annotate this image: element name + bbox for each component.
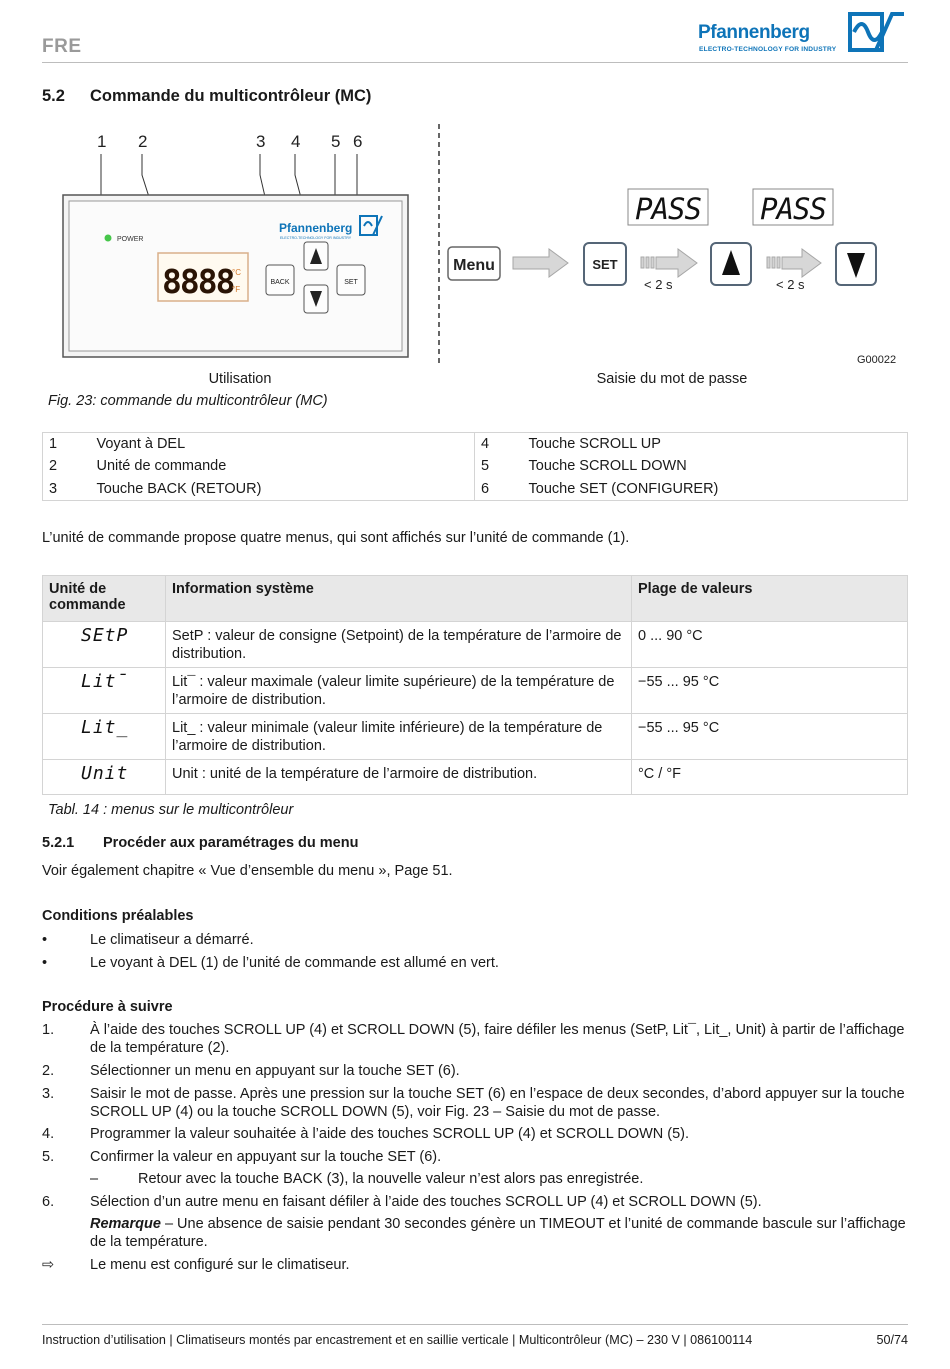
- callout-3: 3: [256, 132, 266, 151]
- list-item: – Retour avec la touche BACK (3), la nouvelle valeur n’est alors pas enregistrée.: [90, 1171, 644, 1187]
- list-item: • Le climatiseur a démarré.: [42, 932, 254, 948]
- menu-table: [42, 575, 908, 795]
- figure-controller: [42, 120, 908, 410]
- table-caption: Tabl. 14 : menus sur le multicontrôleur: [48, 802, 294, 818]
- table-header-row: Unité de commande Information système Plage de valeurs: [43, 576, 908, 622]
- callout-5: 5: [331, 132, 341, 151]
- table-row: 2 Unité de commande 5 Touche SCROLL DOWN: [43, 455, 908, 478]
- list-item: 6. Sélection d’un autre menu en faisant défiler à l’aide des touches SCROLL UP (4) et SCROLL DOWN (5).: [42, 1194, 762, 1210]
- panel-logo: Pfannenberg: [279, 221, 353, 235]
- logo-tagline: ELECTRO-TECHNOLOGY FOR INDUSTRY: [699, 46, 837, 53]
- svg-text:< 2 s: < 2 s: [644, 277, 673, 292]
- table-row: 3 Touche BACK (RETOUR) 6 Touche SET (CONFIGURER): [43, 478, 908, 501]
- note-text: – Une absence de saisie pendant 30 secondes génère un TIMEOUT et l’unité de commande bascule sur l’affichage de la température.: [90, 1216, 906, 1250]
- callout-4: 4: [291, 132, 301, 151]
- callout-1: 1: [97, 132, 107, 151]
- segment-display: SEtP: [81, 625, 129, 646]
- figure-caption: Fig. 23: commande du multicontrôleur (MC): [48, 393, 328, 409]
- page-number: 50/74: [876, 1333, 908, 1347]
- list-item: 3. Saisir le mot de passe. Après une pression sur la touche SET (6) en l’espace de deux secondes, d’abord appuyer sur la touche SCROLL UP (4) ou la touche SCROLL DOWN (5), voir Fig. 23 – Saisie du mot de passe.: [42, 1086, 905, 1120]
- pass-display-2: PASS: [760, 192, 826, 226]
- see-also-text: Voir également chapitre « Vue d’ensemble du menu », Page 51.: [42, 863, 453, 879]
- table-row: SEtP SetP : valeur de consigne (Setpoint) de la température de l’armoire de distribution. 0 ... 90 °C: [43, 622, 908, 668]
- header-rule: [42, 62, 908, 63]
- footer-text: Instruction d’utilisation | Climatiseurs montés par encastrement et en saillie verticale | Multicontrôleur (MC) – 230 V | 086100114: [42, 1333, 753, 1347]
- svg-text:°C: °C: [232, 268, 241, 277]
- intro-text: L’unité de commande propose quatre menus, qui sont affichés sur l’unité de commande (1).: [42, 530, 630, 546]
- panel-set-button: SET: [344, 279, 358, 286]
- label-password: Saisie du mot de passe: [596, 371, 748, 387]
- segment-display: Lit_: [81, 717, 129, 738]
- svg-text:< 2 s: < 2 s: [776, 277, 805, 292]
- note: [42, 1215, 908, 1251]
- prereq-heading: Conditions préalables: [42, 908, 194, 924]
- segment-display: Lit¯: [81, 671, 129, 692]
- procedure-heading: Procédure à suivre: [42, 999, 173, 1015]
- list-item: • Le voyant à DEL (1) de l’unité de commande est allumé en vert.: [42, 955, 499, 971]
- language-code: FRE: [42, 36, 82, 57]
- label-utilisation: Utilisation: [208, 371, 272, 387]
- panel-back-button: BACK: [270, 279, 290, 286]
- list-item: 2. Sélectionner un menu en appuyant sur la touche SET (6).: [42, 1063, 460, 1079]
- brand-logo: [698, 8, 910, 56]
- legend-table: [42, 432, 908, 501]
- table-row: Lit¯ Lit¯ : valeur maximale (valeur limite supérieure) de la température de l’armoire de distribution. −55 ... 95 °C: [43, 668, 908, 714]
- footer-rule: [42, 1324, 908, 1325]
- logo-name: Pfannenberg: [698, 22, 810, 43]
- list-item: 5. Confirmer la valeur en appuyant sur la touche SET (6).: [42, 1149, 442, 1165]
- callout-6: 6: [353, 132, 363, 151]
- callout-2: 2: [138, 132, 148, 151]
- power-led: [105, 235, 112, 242]
- section-heading: 5.2 Commande du multicontrôleur (MC): [42, 87, 372, 105]
- logo-mark-icon: [846, 10, 906, 54]
- result-item: ⇨ Le menu est configuré sur le climatiseur.: [42, 1257, 350, 1273]
- svg-text:Menu: Menu: [453, 257, 495, 274]
- svg-text:°F: °F: [232, 285, 241, 294]
- result-arrow-icon: ⇨: [42, 1257, 55, 1273]
- list-item: 1. À l’aide des touches SCROLL UP (4) et SCROLL DOWN (5), faire défiler les menus (SetP, Lit¯, Lit_, Unit) à partir de l’affichage de la température (2).: [42, 1022, 905, 1056]
- svg-text:SET: SET: [592, 257, 618, 272]
- list-item: 4. Programmer la valeur souhaitée à l’aide des touches SCROLL UP (4) et SCROLL DOWN (5).: [42, 1126, 690, 1142]
- segment-display: Unit: [81, 763, 129, 784]
- svg-text:ELECTRO-TECHNOLOGY FOR INDUSTR: ELECTRO-TECHNOLOGY FOR INDUSTRY: [280, 236, 352, 240]
- table-row: Unit Unit : unité de la température de l’armoire de distribution. °C / °F: [43, 760, 908, 795]
- figure-code: G00022: [857, 354, 897, 366]
- pass-display-1: PASS: [635, 192, 701, 226]
- power-label: POWER: [117, 236, 144, 243]
- subsection-heading: 5.2.1 Procéder aux paramétrages du menu: [42, 835, 359, 851]
- table-row: 1 Voyant à DEL 4 Touche SCROLL UP: [43, 433, 908, 456]
- display-digits: 8888: [162, 262, 234, 301]
- table-row: Lit_ Lit_ : valeur minimale (valeur limite inférieure) de la température de l’armoire de distribution. −55 ... 95 °C: [43, 714, 908, 760]
- note-label: Remarque: [90, 1216, 161, 1232]
- controller-diagram: [42, 120, 908, 410]
